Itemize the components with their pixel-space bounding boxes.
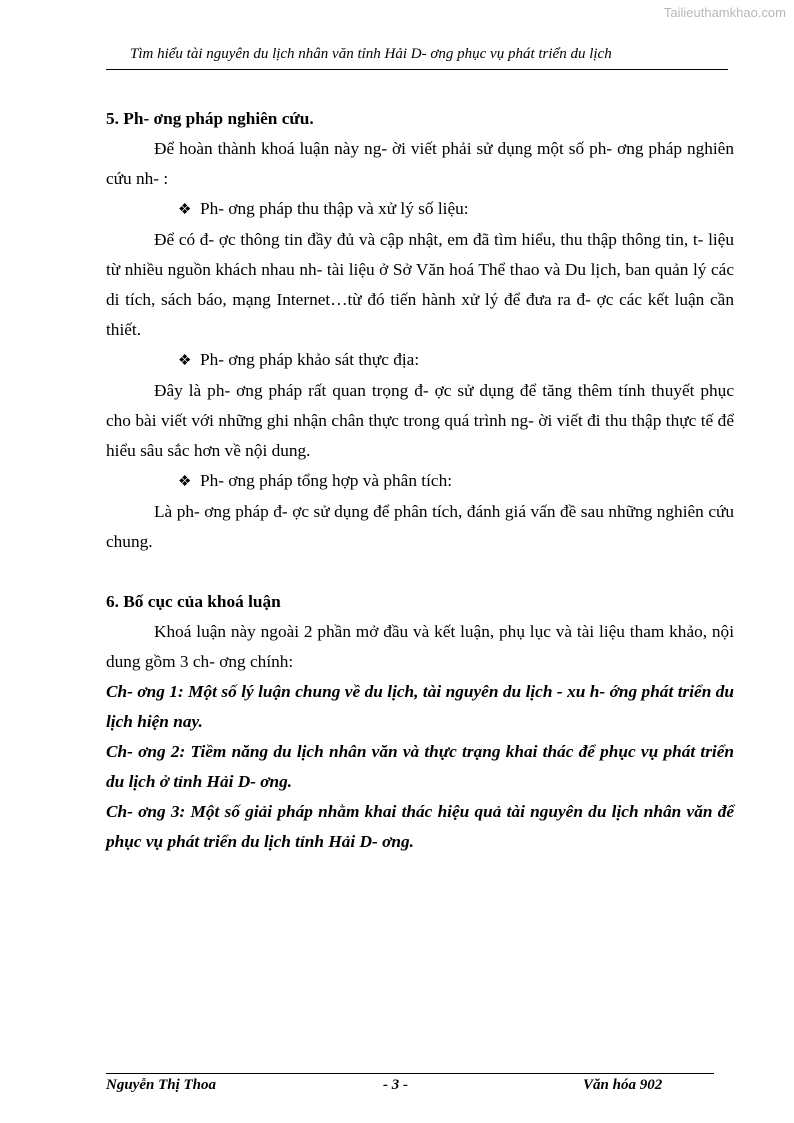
- document-body: [106, 104, 734, 857]
- chapter-3: Ch- ơng 3: Một số giải pháp nhằm khai thác hiệu quả tài nguyên du lịch nhân văn để phục vụ phát triển du lịch tỉnh Hải D- ơng.: [106, 802, 734, 851]
- footer-class: Văn hóa 902: [583, 1077, 663, 1093]
- method-title: Ph- ơng pháp khảo sát thực địa:: [200, 350, 420, 369]
- method-item-2: [106, 345, 734, 376]
- method-text: Để có đ- ợc thông tin đầy đủ và cập nhật, em đã tìm hiểu, thu thập thông tin, t- liệu từ nhiều nguồn khách nhau nh- tài liệu ở Sở Văn hoá Thể thao và Du lịch, ban quản lý các di tích, sách báo, mạng Internet…từ đó tiến hành xử lý để đưa ra đ- ợc các kết luận cần thiết.: [106, 230, 734, 339]
- section-6-heading: 6. Bố cục của khoá luận: [106, 592, 281, 611]
- method-item-1: [106, 194, 734, 225]
- running-header: Tìm hiểu tài nguyên du lịch nhân văn tỉnh Hải D- ơng phục vụ phát triển du lịch: [130, 46, 612, 62]
- method-item-3: [106, 466, 734, 497]
- footer-rule: [106, 1073, 714, 1074]
- method-text: Đây là ph- ơng pháp rất quan trọng đ- ợc sử dụng để tăng thêm tính thuyết phục cho bài viết với những ghi nhận chân thực trong quá trình ng- ời viết đi thu thập thực tế để hiểu sâu sắc hơn về nội dung.: [106, 381, 734, 460]
- diamond-bullet-icon: ❖: [178, 353, 192, 369]
- diamond-bullet-icon: ❖: [178, 474, 192, 490]
- chapter-2: Ch- ơng 2: Tiềm năng du lịch nhân văn và thực trạng khai thác để phục vụ phát triển du lịch ở tỉnh Hải D- ơng.: [106, 742, 734, 791]
- section-gap: [106, 557, 734, 587]
- watermark: Tailieuthamkhao.com: [663, 5, 786, 20]
- diamond-bullet-icon: ❖: [178, 202, 192, 218]
- footer-author: Nguyễn Thị Thoa: [106, 1077, 217, 1093]
- section-5-heading: 5. Ph- ơng pháp nghiên cứu.: [106, 109, 314, 128]
- chapter-1: Ch- ơng 1: Một số lý luận chung về du lịch, tài nguyên du lịch - xu h- ớng phát triển du lịch hiện nay.: [106, 682, 734, 731]
- method-title: Ph- ơng pháp thu thập và xử lý số liệu:: [200, 199, 469, 218]
- page-number: - 3 -: [383, 1077, 408, 1093]
- section-6-intro: Khoá luận này ngoài 2 phần mở đầu và kết luận, phụ lục và tài liệu tham khảo, nội dung gồm 3 ch- ơng chính:: [106, 622, 734, 671]
- method-title: Ph- ơng pháp tổng hợp và phân tích:: [200, 471, 453, 490]
- section-5-intro: Để hoàn thành khoá luận này ng- ời viết phải sử dụng một số ph- ơng pháp nghiên cứu nh- :: [106, 139, 734, 188]
- method-text: Là ph- ơng pháp đ- ợc sử dụng để phân tích, đánh giá vấn đề sau những nghiên cứu chung.: [106, 502, 734, 551]
- header-rule: [106, 69, 728, 70]
